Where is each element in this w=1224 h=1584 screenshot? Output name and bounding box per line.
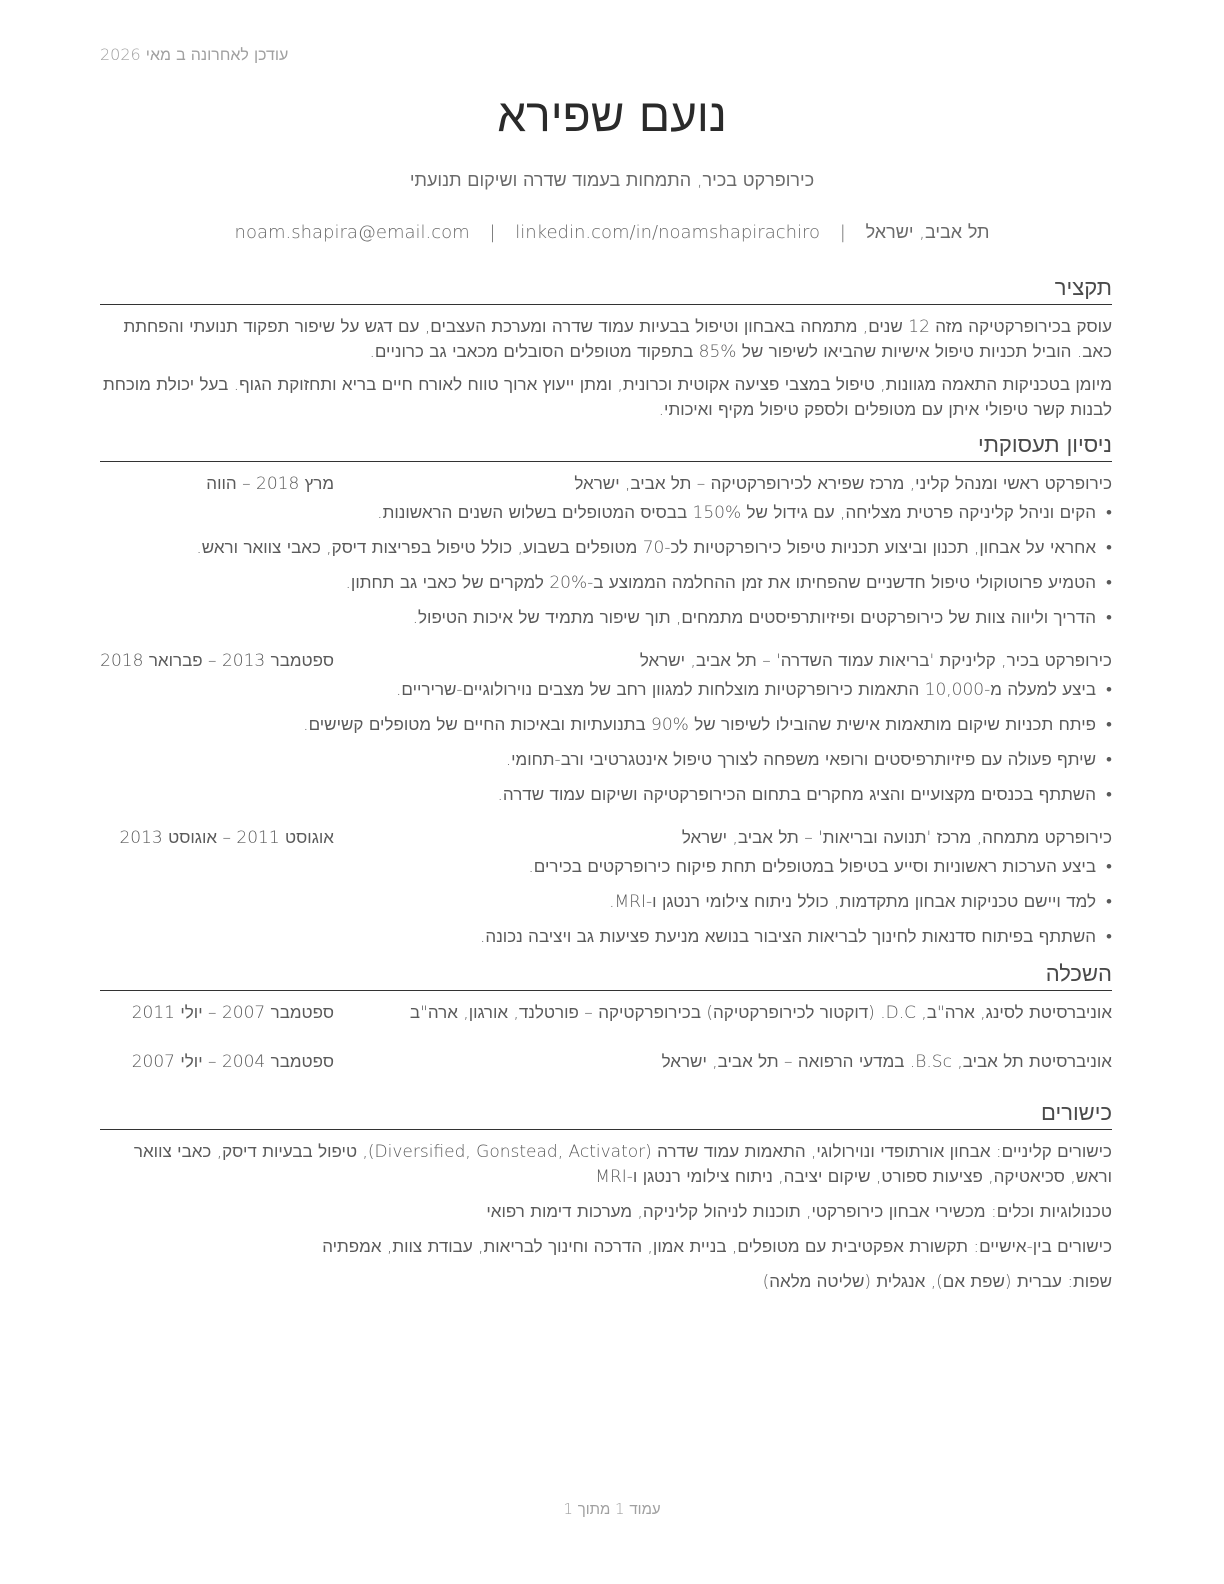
skill-line: כישורים בין-אישיים: תקשורת אפקטיבית עם מטופלים, בניית אמון, הדרכה וחינוך לבריאות, עבודת צוות, אמפתיה bbox=[322, 1237, 1112, 1257]
page-number: עמוד 1 מתוך 1 bbox=[563, 1500, 661, 1518]
section-title-education: השכלה bbox=[100, 960, 1112, 991]
job-entry bbox=[100, 826, 1112, 950]
job-bullet: • הקים וניהל קליניקה פרטית מצליחה, עם גידול של 150% בבסיס המטופלים בשלוש השנים הראשונות. bbox=[100, 501, 1112, 526]
job-bullet: • ביצע הערכות ראשוניות וסייע בטיפול במטופלים תחת פיקוח כירופרקטים בכירים. bbox=[100, 855, 1112, 880]
professional-title: כירופרקט בכיר, התמחות בעמוד שדרה ושיקום תנועתי bbox=[409, 170, 815, 191]
education-dates: ספטמבר 2004 – יולי 2007 bbox=[131, 1052, 334, 1072]
job-bullet: • הדריך וליווה צוות של כירופרקטים ופיזיותרפיסטים מתמחים, תוך שיפור מתמיד של איכות הטיפול. bbox=[100, 606, 1112, 631]
job-entry bbox=[100, 472, 1112, 631]
education-entry bbox=[100, 1001, 1112, 1026]
job-role: כירופרקט ראשי ומנהל קליני, מרכז שפירא לכירופרקטיקה – תל אביב, ישראל bbox=[574, 474, 1112, 494]
education-entry bbox=[100, 1050, 1112, 1075]
skill-line: טכנולוגיות וכלים: מכשירי אבחון כירופרקטי, תוכנות לניהול קליניקה, מערכות דימות רפואי bbox=[486, 1202, 1112, 1222]
job-bullet: • פיתח תכניות שיקום מותאמות אישית שהובילו לשיפור של 90% בתנועתיות ובאיכות החיים של מטופלים קשישים. bbox=[100, 713, 1112, 738]
education-dates: ספטמבר 2007 – יולי 2011 bbox=[131, 1003, 334, 1023]
job-bullet: • השתתף בכנסים מקצועיים והציג מחקרים בתחום הכירופרקטיקה ושיקום עמוד שדרה. bbox=[100, 783, 1112, 808]
resume-body bbox=[100, 274, 1112, 1305]
section-title-experience: ניסיון תעסוקתי bbox=[100, 431, 1112, 462]
skill-line: שפות: עברית (שפת אם), אנגלית (שליטה מלאה) bbox=[762, 1272, 1112, 1292]
contact-separator: | bbox=[489, 222, 496, 243]
job-bullet: • אחראי על אבחון, תכנון וביצוע תכניות טיפול כירופרקטיות לכ-70 מטופלים בשבוע, כולל טיפול בפריצות דיסק, כאבי צוואר וראש. bbox=[100, 536, 1112, 561]
job-bullet: • השתתף בפיתוח סדנאות לחינוך לבריאות הציבור בנושא מניעת פציעות גב ויציבה נכונה. bbox=[100, 925, 1112, 950]
education-degree: אוניברסיטת תל אביב, B.Sc. במדעי הרפואה – תל אביב, ישראל bbox=[661, 1052, 1112, 1072]
job-role: כירופרקט מתמחה, מרכז 'תנועה ובריאות' – תל אביב, ישראל bbox=[681, 828, 1112, 848]
summary-paragraph: עוסק בכירופרקטיקה מזה 12 שנים, מתמחה באבחון וטיפול בבעיות עמוד שדרה ומערכת העצבים, עם דגש על שיפור תפקוד תנועתי והפחתת כאב. הוביל תכניות טיפול אישיות שהביאו לשיפור של 85% בתפקוד מטופלים הסובלים מכאבי גב כרוניים. bbox=[123, 317, 1112, 362]
job-bullet: • ביצע למעלה מ-10,000 התאמות כירופרקטיות מוצלחות למגוון רחב של מצבים נוירולוגיים-שריריים. bbox=[100, 678, 1112, 703]
job-dates: מרץ 2018 – הווה bbox=[206, 474, 334, 494]
job-bullet: • הטמיע פרוטוקולי טיפול חדשניים שהפחיתו את זמן ההחלמה הממוצע ב-20% למקרים של כאבי גב תחתון. bbox=[100, 571, 1112, 596]
section-title-summary: תקציר bbox=[100, 274, 1112, 305]
contact-separator: | bbox=[839, 222, 846, 243]
job-bullet: • שיתף פעולה עם פיזיותרפיסטים ורופאי משפחה לצורך טיפול אינטגרטיבי ורב-תחומי. bbox=[100, 748, 1112, 773]
job-entry bbox=[100, 649, 1112, 808]
job-dates: אוגוסט 2011 – אוגוסט 2013 bbox=[119, 828, 334, 848]
location: תל אביב, ישראל bbox=[865, 222, 990, 243]
section-title-skills: כישורים bbox=[100, 1099, 1112, 1130]
job-dates: ספטמבר 2013 – פברואר 2018 bbox=[100, 651, 334, 671]
summary-paragraph: מיומן בטכניקות התאמה מגוונות, טיפול במצבי פציעה אקוטית וכרונית, ומתן ייעוץ ארוך טווח לאורח חיים בריא ותחזוקת הגוף. בעל יכולת מוכחת לבנות קשר טיפולי איתן עם מטופלים ולספק טיפול מקיף ואיכותי. bbox=[102, 375, 1112, 420]
linkedin-link[interactable]: linkedin.com/in/noamshapirachiro bbox=[515, 222, 821, 243]
skill-line: כישורים קליניים: אבחון אורתופדי ונוירולוגי, התאמות עמוד שדרה (Diversified, Gonstead, Activator), טיפול בבעיות דיסק, כאבי צוואר וראש, סכיאטיקה, פציעות ספורט, שיקום יציבה, ניתוח צילומי רנטגן ו-MRI bbox=[133, 1142, 1112, 1187]
candidate-name: נועם שפירא bbox=[497, 88, 727, 142]
job-bullet: • למד ויישם טכניקות אבחון מתקדמות, כולל ניתוח צילומי רנטגן ו-MRI. bbox=[100, 890, 1112, 915]
last-updated: עודכן לאחרונה ב מאי 2026 bbox=[100, 45, 289, 64]
job-role: כירופרקט בכיר, קליניקת 'בריאות עמוד השדרה' – תל אביב, ישראל bbox=[639, 651, 1112, 671]
email-link[interactable]: noam.shapira@email.com bbox=[234, 222, 470, 243]
education-degree: אוניברסיטת לסינג, ארה"ב, D.C. (דוקטור לכירופרקטיקה) בכירופרקטיקה – פורטלנד, אורגון, ארה"ב bbox=[409, 1003, 1112, 1023]
contact-line bbox=[0, 222, 1224, 243]
